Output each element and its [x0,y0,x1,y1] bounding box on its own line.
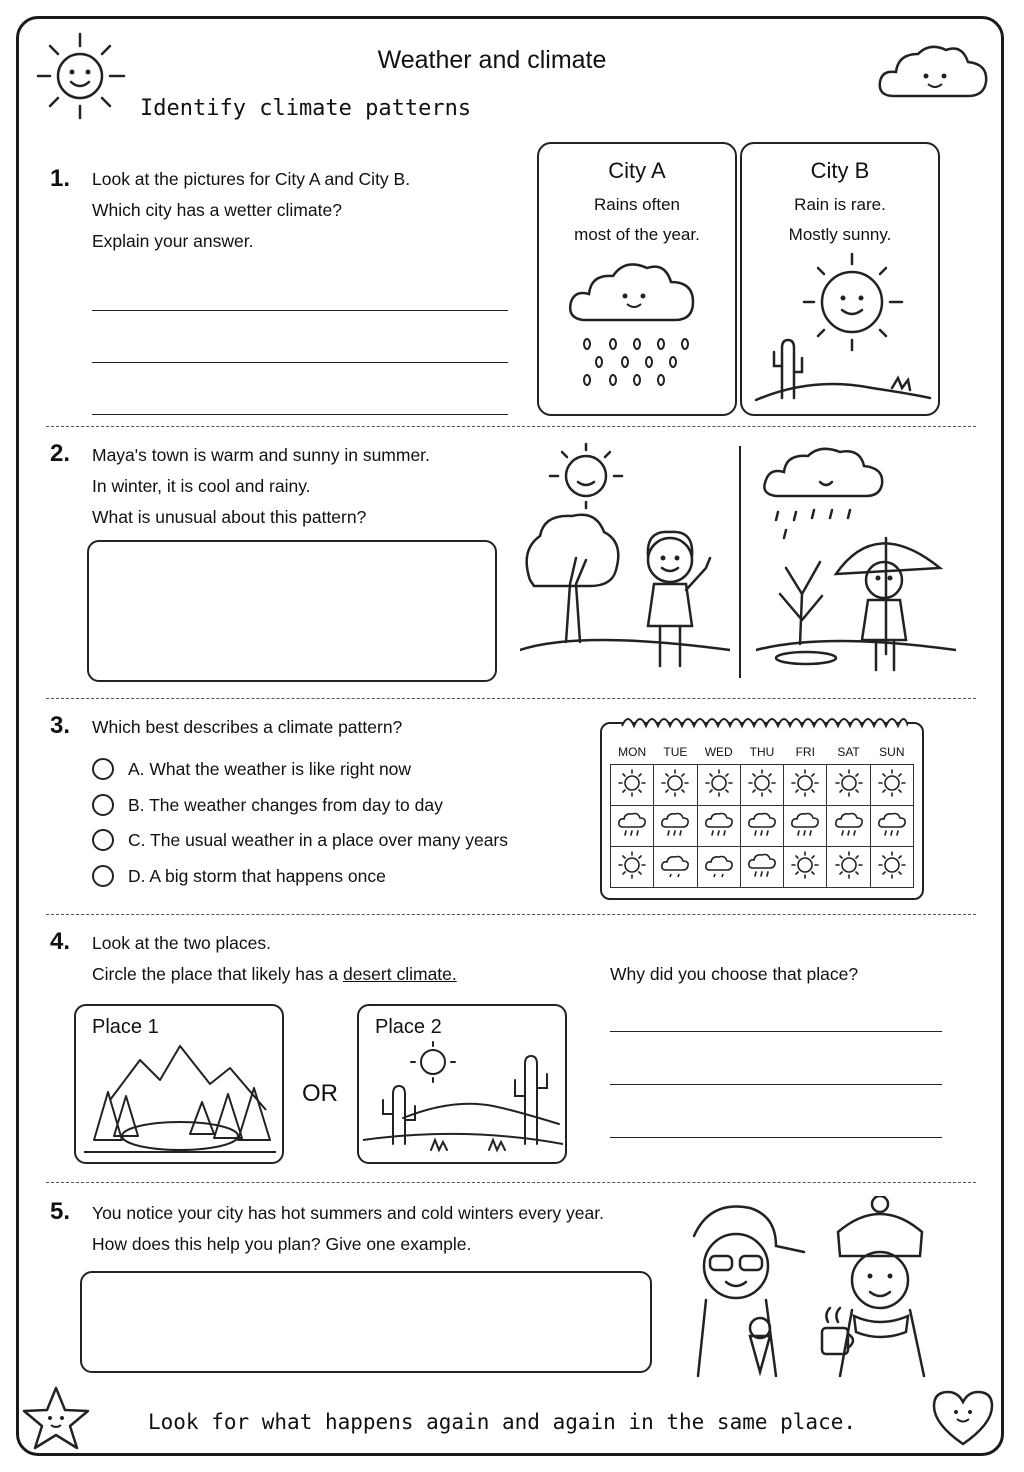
calendar-day-header: TUE [663,745,688,759]
option-a[interactable] [92,758,411,780]
city-b-card [740,142,940,416]
answer-line[interactable] [610,1137,942,1138]
calendar-row [611,765,914,806]
option-label: D. A big storm that happens once [128,865,386,886]
calendar-day-header: WED [704,745,733,759]
sun-icon [654,765,697,806]
rain-cloud-icon [740,806,783,847]
calendar-row [611,806,914,847]
page-subtitle: Identify climate patterns [140,96,472,121]
city-a-name: City A [608,158,666,183]
answer-line[interactable] [92,362,508,363]
option-label: A. What the weather is like right now [128,758,412,779]
question-3-text: Which best describes a climate pattern? [92,717,403,737]
question-2-text [92,440,430,533]
sun-icon [870,765,913,806]
summer-winter-kids-illustration [680,1196,960,1382]
calendar-grid [610,740,914,888]
calendar-day-header: THU [749,745,775,759]
city-b-desc-line: Rain is rare. [794,195,886,214]
place-2-label: Place 2 [375,1016,442,1038]
sun-icon [697,765,740,806]
question-5-answer-box[interactable] [80,1271,652,1373]
option-label: C. The usual weather in a place over many years [128,829,509,850]
option-c[interactable] [92,829,508,851]
city-a-description [539,190,735,250]
section-divider [46,426,976,427]
question-2-number: 2. [50,440,71,467]
sun-icon [827,847,870,888]
question-5-text [92,1198,604,1260]
rain-cloud-icon [697,806,740,847]
question-1-text [92,164,410,257]
question-4-line: Look at the two places. [92,933,271,953]
question-4-text [92,928,457,990]
question-1-line: Which city has a wetter climate? [92,200,342,220]
cloud-icon [654,847,697,888]
rain-cloud-icon [611,806,654,847]
desert-climate-term: desert climate. [342,964,457,984]
radio-button[interactable] [92,758,114,780]
sun-icon [827,765,870,806]
question-1-line: Explain your answer. [92,231,254,251]
question-2-answer-box[interactable] [87,540,497,682]
question-5-number: 5. [50,1198,71,1225]
sun-face-icon [28,28,132,124]
question-4-line [92,959,457,990]
question-1-line: Look at the pictures for City A and City B. [92,169,411,189]
rain-cloud-icon [654,806,697,847]
rain-cloud-icon [563,254,713,404]
radio-button[interactable] [92,794,114,816]
calendar-row [611,847,914,888]
section-divider [46,914,976,915]
sun-icon [611,765,654,806]
question-2-line: In winter, it is cool and rainy. [92,476,311,496]
question-4-why: Why did you choose that place? [610,964,859,984]
place-1-label: Place 1 [92,1016,159,1038]
weather-calendar [600,722,924,900]
city-a-card [537,142,737,416]
radio-button[interactable] [92,829,114,851]
place-1-card[interactable] [74,1004,284,1164]
sun-icon [784,847,827,888]
calendar-day-header: SAT [837,745,860,759]
calendar-day-header: SUN [879,745,905,759]
option-label: B. The weather changes from day to day [128,794,443,815]
summer-girl-illustration [520,440,730,680]
question-3-number: 3. [50,712,71,739]
city-a-desc-line: Rains often [594,195,680,214]
rain-cloud-icon [827,806,870,847]
question-4-line-prefix: Circle the place that likely has a [92,964,343,984]
or-label: OR [302,1080,338,1107]
question-2-line: What is unusual about this pattern? [92,507,367,527]
answer-line[interactable] [92,310,508,311]
place-2-card[interactable] [357,1004,567,1164]
question-1-number: 1. [50,165,71,192]
calendar-day-header: FRI [795,745,815,759]
answer-line[interactable] [610,1031,942,1032]
rain-cloud-icon [870,806,913,847]
question-5-line: You notice your city has hot summers and cold winters every year. [92,1203,604,1223]
footer-tip: Look for what happens again and again in the same place. [147,1410,856,1434]
desert-cactus-icon [363,1040,563,1160]
forest-lake-icon [80,1040,280,1160]
illustration-divider [739,446,741,678]
sun-icon [740,765,783,806]
question-4-number: 4. [50,928,71,955]
winter-girl-illustration [756,444,956,680]
cloud-icon [697,847,740,888]
page-title: Weather and climate [377,46,607,74]
option-d[interactable] [92,865,386,887]
city-b-description [742,190,938,250]
sun-icon [784,765,827,806]
option-b[interactable] [92,794,443,816]
sunny-desert-icon [752,248,932,408]
city-b-desc-line: Mostly sunny. [788,225,892,244]
calendar-binding-rings [620,712,908,732]
city-b-name: City B [810,158,870,183]
answer-line[interactable] [92,414,508,415]
calendar-day-header: MON [618,745,647,759]
answer-line[interactable] [610,1084,942,1085]
section-divider [46,698,976,699]
radio-button[interactable] [92,865,114,887]
sun-icon [611,847,654,888]
question-2-line: Maya's town is warm and sunny in summer. [92,445,430,465]
question-5-line: How does this help you plan? Give one example. [92,1234,472,1254]
section-divider [46,1182,976,1183]
city-a-desc-line: most of the year. [574,225,700,244]
rain-cloud-icon [740,847,783,888]
sun-icon [870,847,913,888]
rain-cloud-icon [784,806,827,847]
